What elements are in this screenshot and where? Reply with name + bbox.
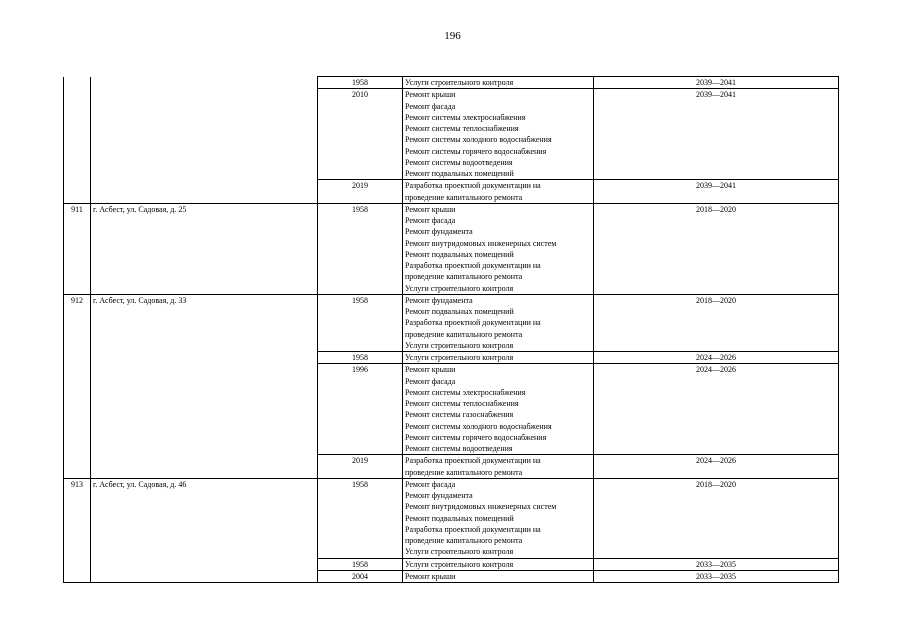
- work-types-cell: [403, 455, 594, 479]
- year-cell: 2010: [318, 89, 403, 180]
- table-row: [64, 203, 839, 294]
- year-cell: 1958: [318, 77, 403, 89]
- work-type-item: Ремонт системы теплоснабжения: [405, 399, 519, 408]
- work-type-item: Ремонт подвальных помещений: [405, 307, 514, 316]
- period-cell: 2024—2026: [594, 455, 839, 479]
- work-type-item: Ремонт системы горячего водоснабжения: [405, 432, 547, 442]
- period-cell: 2033—2035: [594, 570, 839, 582]
- work-type-item: Ремонт системы газоснабжения: [405, 410, 514, 420]
- work-type-item: Ремонт системы электроснабжения: [405, 112, 526, 122]
- work-type-item: Услуги строительного контроля: [405, 340, 514, 350]
- page-number: 196: [444, 30, 461, 42]
- work-type-item: Ремонт подвальных помещений: [405, 169, 514, 178]
- item-number-cell: 913: [64, 478, 91, 582]
- year-cell: 1958: [318, 558, 403, 570]
- work-type-item: Ремонт фасада: [405, 479, 456, 489]
- work-type-item: Разработка проектной документации на: [405, 456, 541, 466]
- work-type-item: Ремонт системы водоотведения: [405, 157, 513, 167]
- year-cell: 1958: [318, 203, 403, 294]
- work-type-item: Ремонт внутридомовых инженерных систем: [405, 502, 557, 512]
- work-type-item: Ремонт подвальных помещений: [405, 249, 514, 259]
- work-type-item: проведение капитального ремонта: [405, 329, 523, 339]
- year-cell: 2019: [318, 455, 403, 479]
- work-type-item: Ремонт крыши: [405, 365, 456, 375]
- period-cell: 2039—2041: [594, 77, 839, 89]
- work-type-item: Ремонт фасада: [405, 216, 456, 225]
- work-types-cell: [403, 89, 594, 180]
- period-cell: 2039—2041: [594, 180, 839, 204]
- period-cell: 2018—2020: [594, 478, 839, 558]
- work-type-item: Ремонт системы электроснабжения: [405, 387, 526, 397]
- work-types-cell: [403, 77, 594, 89]
- work-type-item: Ремонт внутридомовых инженерных систем: [405, 238, 557, 248]
- work-type-item: Ремонт системы холодного водоснабжения: [405, 421, 552, 431]
- table-row: [64, 478, 839, 558]
- work-type-item: Ремонт крыши: [405, 571, 456, 581]
- work-type-item: Разработка проектной документации на: [405, 318, 541, 328]
- year-cell: 1958: [318, 294, 403, 351]
- year-cell: 2004: [318, 570, 403, 582]
- address-cell: г. Асбест, ул. Садовая, д. 25: [91, 203, 318, 294]
- work-type-item: Ремонт системы теплоснабжения: [405, 124, 519, 133]
- work-type-item: Услуги строительного контроля: [405, 78, 514, 87]
- work-types-cell: [403, 203, 594, 294]
- period-cell: 2018—2020: [594, 203, 839, 294]
- work-type-item: Разработка проектной документации на: [405, 524, 541, 534]
- work-type-item: Ремонт фундамента: [405, 295, 473, 305]
- item-number-cell: [64, 77, 91, 204]
- work-type-item: Ремонт подвальных помещений: [405, 513, 514, 523]
- period-cell: 2039—2041: [594, 89, 839, 180]
- work-type-item: Услуги строительного контроля: [405, 547, 514, 557]
- work-type-item: проведение капитального ремонта: [405, 272, 523, 282]
- work-type-item: Услуги строительного контроля: [405, 283, 514, 293]
- year-cell: 2019: [318, 180, 403, 204]
- item-number-cell: 911: [64, 203, 91, 294]
- address-cell: г. Асбест, ул. Садовая, д. 46: [91, 478, 318, 582]
- period-cell: 2018—2020: [594, 294, 839, 351]
- work-type-item: Ремонт фундамента: [405, 491, 473, 500]
- period-cell: 2033—2035: [594, 558, 839, 570]
- table-row: [64, 294, 839, 351]
- table-body: [64, 77, 839, 583]
- year-cell: 1958: [318, 352, 403, 364]
- work-type-item: Ремонт фасада: [405, 376, 456, 386]
- work-type-item: Услуги строительного контроля: [405, 353, 514, 362]
- period-cell: 2024—2026: [594, 364, 839, 455]
- work-type-item: Ремонт крыши: [405, 204, 456, 214]
- work-types-cell: [403, 364, 594, 455]
- period-cell: 2024—2026: [594, 352, 839, 364]
- work-type-item: Услуги строительного контроля: [405, 559, 514, 569]
- work-type-item: Разработка проектной документации на: [405, 261, 541, 270]
- table-row: [64, 77, 839, 89]
- work-type-item: Ремонт системы водоотведения: [405, 444, 513, 453]
- work-types-cell: [403, 570, 594, 582]
- work-type-item: проведение капитального ремонта: [405, 536, 523, 545]
- work-type-item: Ремонт крыши: [405, 90, 456, 100]
- work-type-item: Ремонт фасада: [405, 101, 456, 111]
- year-cell: 1958: [318, 478, 403, 558]
- address-cell: [91, 77, 318, 204]
- work-type-item: проведение капитального ремонта: [405, 467, 523, 477]
- work-types-cell: [403, 558, 594, 570]
- item-number-cell: 912: [64, 294, 91, 478]
- work-type-item: Разработка проектной документации на: [405, 181, 541, 191]
- work-type-item: проведение капитального ремонта: [405, 192, 523, 202]
- work-types-cell: [403, 478, 594, 558]
- year-cell: 1996: [318, 364, 403, 455]
- work-types-cell: [403, 294, 594, 351]
- work-type-item: Ремонт системы горячего водоснабжения: [405, 146, 547, 156]
- work-type-item: Ремонт фундамента: [405, 227, 473, 237]
- work-types-cell: [403, 180, 594, 204]
- work-types-cell: [403, 352, 594, 364]
- address-cell: г. Асбест, ул. Садовая, д. 33: [91, 294, 318, 478]
- work-type-item: Ремонт системы холодного водоснабжения: [405, 135, 552, 145]
- capital-repair-table: [63, 76, 839, 583]
